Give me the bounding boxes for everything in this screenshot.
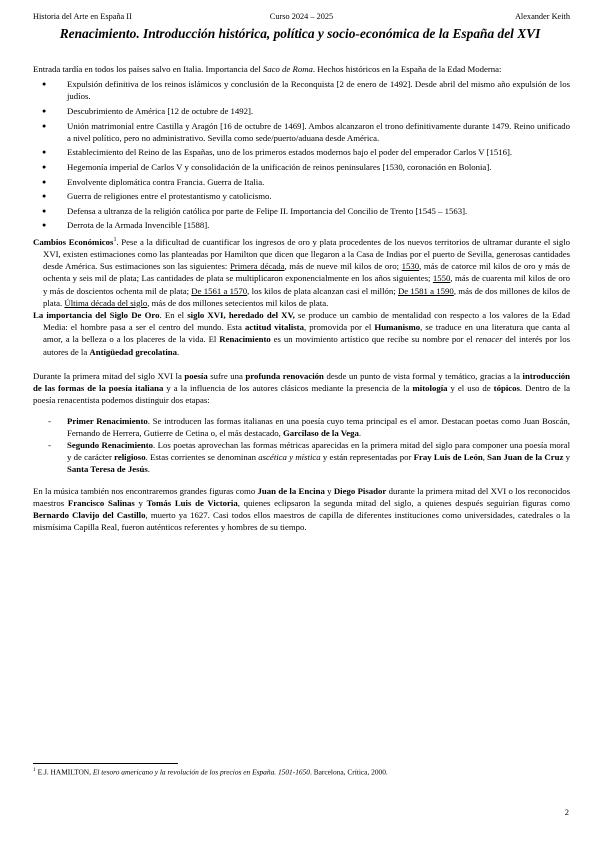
- intro-paragraph: Entrada tardía en todos los países salvo en Italia. Importancia del Saco de Roma. Hechos históricos en la España de la Edad Moderna:: [33, 64, 502, 74]
- list-item: ● Hegemonía imperial de Carlos V y consolidación de la unificación de reinos peninsulares [1530, coronación en Bolonia].: [33, 161, 570, 173]
- list-item: ● Expulsión definitiva de los reinos islámicos y conclusión de la Reconquista [2 de enero de 1492]. Desde abril del mismo año expulsión de los judíos.: [33, 78, 570, 102]
- footnote-ref: 1: [113, 236, 117, 243]
- footnote-divider: [33, 763, 178, 764]
- music-paragraph: En la música también nos encontraremos grandes figuras como Juan de la Encina y Diego Pisador durante la primera mitad del XVI o los reconocidos maestros Francisco Salinas y Tomás Luis de Victoria, quienes eclipsaron la segunda mitad del siglo, a quienes después seguirían figuras como Bernardo Clavijo del Castillo, muerto ya 1627. Casi todos ellos maestros de capilla de diferentes instituciones como universidades, catedrales o la mismísima Capilla Real, fueron auténticos referentes y hombres de su tiempo.: [33, 485, 571, 533]
- header-course-title: Historia del Arte en España II: [33, 12, 132, 21]
- list-item: ● Guerra de religiones entre el protestantismo y catolicismo.: [33, 190, 570, 202]
- footnote-marker: 1: [33, 767, 36, 773]
- list-item: ● Defensa a ultranza de la religión católica por parte de Felipe II. Importancia del Concilio de Trento [1545 – 1563].: [33, 205, 570, 217]
- economic-changes-paragraph: Cambios Económicos$^1$. Pese a la dificultad de cuantificar los ingresos de oro y plata procedentes de los nuevos territorios de ultramar durante el siglo XVI, existen estimaciones como las planteadas por Hamilton que dicen que llegaron a la Casa de Indias por el puerto de Sevilla, generosas cantidades desde América. Sus estimaciones son las siguientes: Primera década, más de nueve mil kilos de oro; 1530, más de catorce mil kilos de oro y más de ochenta y seis mil de plata; Las cantidades de plata se multiplicaron exponencialmente en los años siguientes; 1550, más de cuarenta mil kilos de oro y más de doscientos ochenta mil de plata; De 1561 a 1570, los kilos de plata alcanzan casi el millón; De 1581 a 1590, más de dos millones de kilos de plata. Última década del siglo, más de dos millones setecientos mil kilos de plata.: [33, 236, 571, 308]
- list-item: - Primer Renacimiento. Se introducen las formas italianas en una poesía cuyo tema principal es el amor. Destacan poetas como Juan Boscán, Fernando de Herrera, Gutierre de Cetina o, el más destacado, Garcilaso de la Vega.: [33, 415, 570, 439]
- list-item: ● Unión matrimonial entre Castilla y Aragón [16 de octubre de 1469]. Ambos alcanzaron el trono definitivamente durante 1479. Reino unificado a nivel político, pero no administrativo. Sevilla como sede/puerto/aduana desde América.: [33, 120, 570, 144]
- list-item: ● Envolvente diplomática contra Francia. Guerra de Italia.: [33, 176, 570, 188]
- list-item: - Segundo Renacimiento. Los poetas aprovechan las formas métricas aparecidas en la primera mitad del siglo para componer una poesía moral y de carácter religioso. Estas corrientes se denominan ascética y mística y están representadas por Fray Luis de León, San Juan de la Cruz y Santa Teresa de Jesús.: [33, 439, 570, 476]
- document-body: [33, 63, 570, 533]
- list-item: ● Descubrimiento de América [12 de octubre de 1492].: [33, 105, 570, 117]
- section-label: Cambios Económicos: [33, 236, 114, 247]
- renaissance-stages-list: [33, 415, 570, 476]
- page-number: 2: [564, 807, 569, 817]
- page-header: [33, 12, 570, 26]
- golden-age-paragraph: La importancia del Siglo De Oro. En el siglo XVI, heredado del XV, se produce un cambio de mentalidad con respecto a los valores de la Edad Media: el hombre pasa a ser el centro del mundo. Esta actitud vitalista, promovida por el Humanismo, se traduce en una literatura que canta al amor, a la belleza o a los placeres de la vida. El Renacimiento es un movimiento artístico que recibe su nombre por el renacer del interés por los autores de la Antigüedad grecolatina.: [33, 310, 571, 357]
- list-item: ● Derrota de la Armada Invencible [1588].: [33, 219, 570, 231]
- list-item: ● Establecimiento del Reino de las Españas, uno de los primeros estados modernos bajo el poder del emperador Carlos V [1516].: [33, 146, 570, 158]
- footnote: $^1$ E.J. HAMILTON, El tesoro americano y la revolución de los precios en España. 1501-1650. Barcelona, Crítica, 2000.: [33, 767, 388, 777]
- section-label: La importancia del Siglo De Oro: [33, 310, 160, 321]
- historical-facts-list: [33, 78, 570, 231]
- poetry-paragraph: Durante la primera mitad del siglo XVI la poesía sufre una profunda renovación desde un punto de vista formal y temático, gracias a la introducción de las formas de la poesía italiana y a la influencia de los autores clásicos mediante la presencia de la mitología y el uso de tópicos. Dentro de la poesía renacentista podemos distinguir dos etapas:: [33, 370, 571, 406]
- header-author: Alexander Keith: [514, 12, 570, 21]
- document-title: Renacimiento. Introducción histórica, política y socio-económica de la España del XVI: [59, 26, 541, 41]
- header-academic-year: Curso 2024 – 2025: [269, 12, 334, 21]
